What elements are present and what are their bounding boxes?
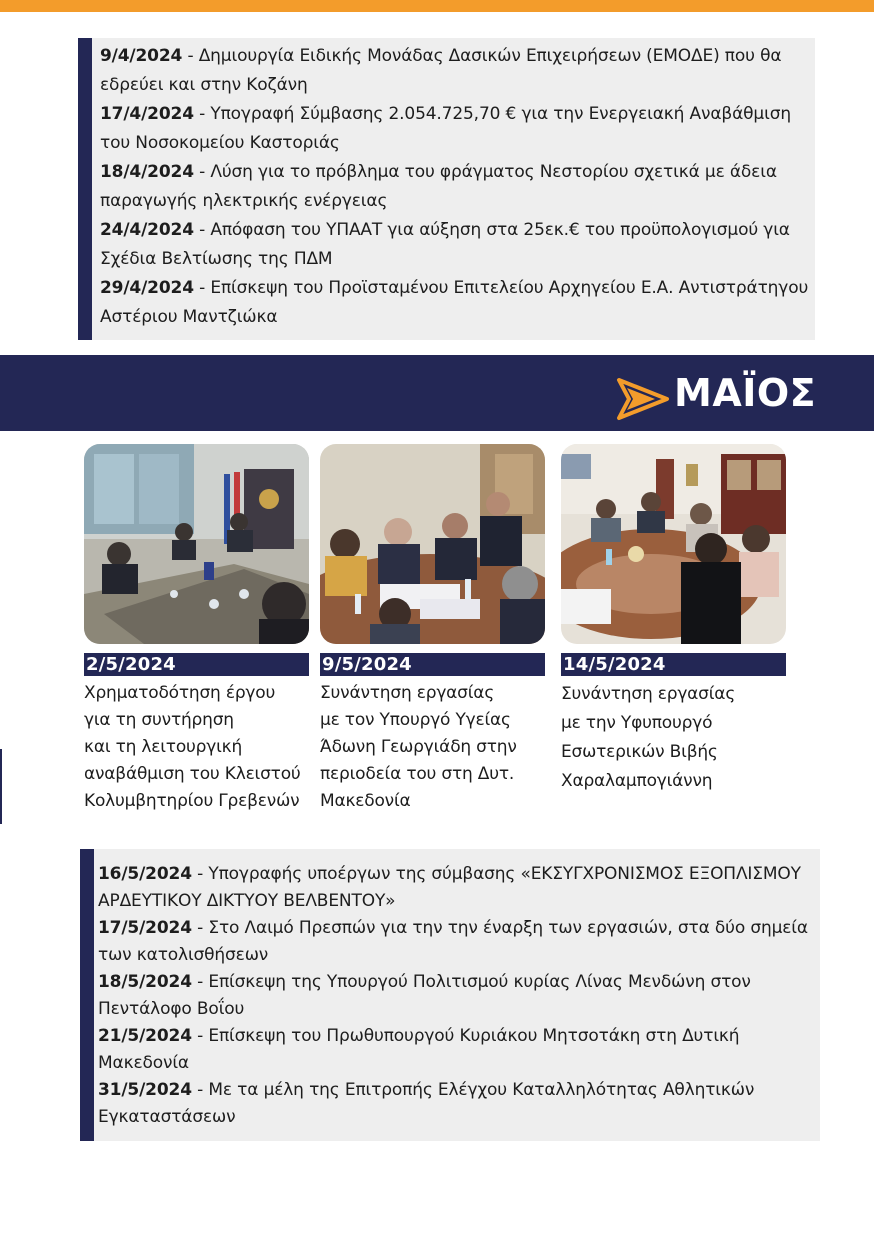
april-events-list <box>100 42 811 332</box>
april-events-box <box>78 38 815 340</box>
event-date: 24/4/2024 <box>100 220 194 240</box>
event-item <box>98 969 816 1023</box>
event-text: - Επίσκεψη του Πρωθυπουργού Κυριάκου Μητσοτάκη στη Δυτική Μακεδονία <box>98 1026 740 1073</box>
photo-caption: Συνάντηση εργασίας με τον Υπουργό Υγείας Άδωνη Γεωργιάδη στην περιοδεία του στη Δυτ. Μακεδονία <box>320 683 517 811</box>
meeting-photo <box>84 444 309 644</box>
box-accent-bar <box>80 849 94 1141</box>
event-text: - Λύση για το πρόβλημα του φράγματος Νεστορίου σχετικά με άδεια παραγωγής ηλεκτρικής ενέργειας <box>100 162 777 211</box>
meeting-photo <box>561 444 786 644</box>
event-text: - Απόφαση του ΥΠΑΑΤ για αύξηση στα 25εκ.€ του προϋπολογισμού για Σχέδια Βελτίωσης της ΠΔΜ <box>100 220 790 269</box>
photo-card <box>320 444 545 815</box>
photo-card <box>561 444 786 796</box>
event-text: - Δημιουργία Ειδικής Μονάδας Δασικών Επιχειρήσεων (ΕΜΟΔΕ) που θα εδρεύει και στην Κοζάνη <box>100 46 782 95</box>
meeting-photo <box>320 444 545 644</box>
photo-date: 9/5/2024 <box>320 653 545 676</box>
box-accent-bar <box>78 38 92 340</box>
event-text: - Υπογραφής υποέργων της σύμβασης «ΕΚΣΥΓΧΡΟΝΙΣΜΟΣ ΕΞΟΠΛΙΣΜΟΥ ΑΡΔΕΥΤΙΚΟΥ ΔΙΚΤΥΟΥ ΒΕΛΒΕΝΤΟΥ» <box>98 864 801 911</box>
event-date: 18/4/2024 <box>100 162 194 182</box>
month-header-band <box>0 355 874 431</box>
event-item <box>100 216 811 274</box>
edge-mark <box>0 749 2 824</box>
event-date: 29/4/2024 <box>100 278 194 298</box>
month-title: ΜΑΪΟΣ <box>674 371 817 415</box>
may-events-box <box>80 849 820 1141</box>
play-arrow-icon <box>615 376 671 422</box>
photo-date: 14/5/2024 <box>561 653 786 676</box>
event-item <box>98 1023 816 1077</box>
event-date: 9/4/2024 <box>100 46 183 66</box>
event-date: 21/5/2024 <box>98 1026 192 1046</box>
event-text: - Επίσκεψη του Προϊσταμένου Επιτελείου Αρχηγείου Ε.Α. Αντιστράτηγου Αστέριου Μαντζιώκα <box>100 278 809 327</box>
event-text: - Επίσκεψη της Υπουργού Πολιτισμού κυρίας Λίνας Μενδώνη στον Πεντάλοφο Βοΐου <box>98 972 751 1019</box>
event-item <box>98 861 816 915</box>
event-item <box>100 100 811 158</box>
event-date: 31/5/2024 <box>98 1080 192 1100</box>
photo-caption: Χρηματοδότηση έργου για τη συντήρηση και τη λειτουργική αναβάθμιση του Κλειστού Κολυμβητηρίου Γρεβενών <box>84 683 301 811</box>
event-item <box>100 42 811 100</box>
event-text: - Στο Λαιμό Πρεσπών για την την έναρξη των εργασιών, στα δύο σημεία των κατολισθήσεων <box>98 918 808 965</box>
event-item <box>98 915 816 969</box>
event-item <box>100 274 811 332</box>
photo-card <box>84 444 309 815</box>
top-accent-bar <box>0 0 874 12</box>
photo-date: 2/5/2024 <box>84 653 309 676</box>
event-text: - Υπογραφή Σύμβασης 2.054.725,70 € για την Ενεργειακή Αναβάθμιση του Νοσοκομείου Καστοριάς <box>100 104 791 153</box>
event-date: 18/5/2024 <box>98 972 192 992</box>
photo-caption: Συνάντηση εργασίας με την Υφυπουργό Εσωτερικών Βιβής Χαραλαμπογιάννη <box>561 684 736 791</box>
event-date: 16/5/2024 <box>98 864 192 884</box>
event-item <box>100 158 811 216</box>
may-events-list <box>98 861 816 1131</box>
event-date: 17/4/2024 <box>100 104 194 124</box>
event-item <box>98 1077 816 1131</box>
event-date: 17/5/2024 <box>98 918 192 938</box>
event-text: - Με τα μέλη της Επιτροπής Ελέγχου Καταλληλότητας Αθλητικών Εγκαταστάσεων <box>98 1080 755 1127</box>
